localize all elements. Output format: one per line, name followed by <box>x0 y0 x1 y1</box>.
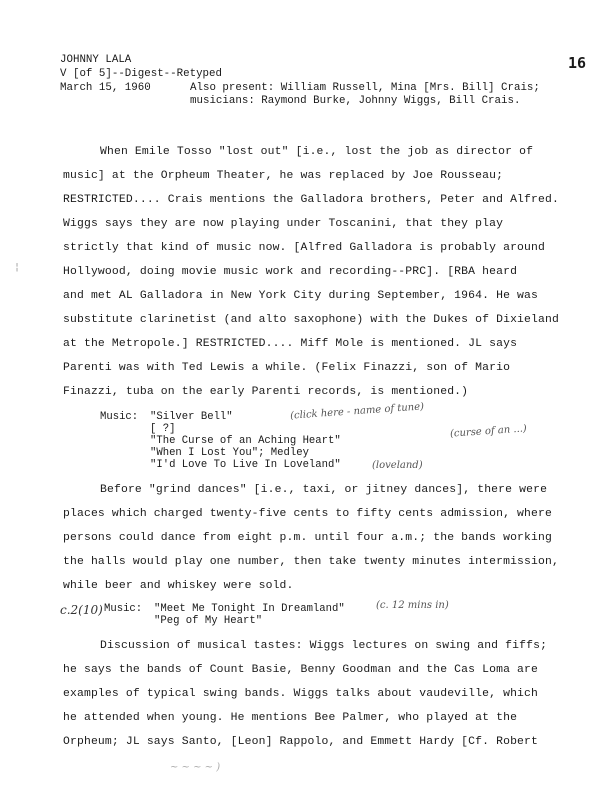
para3-line: Discussion of musical tastes: Wiggs lectures on swing and fiffs; <box>100 640 548 652</box>
para1-line: Hollywood, doing movie music work and recording--PRC]. [RBA heard <box>63 266 518 278</box>
para1-line: music] at the Orpheum Theater, he was replaced by Joe Rousseau; <box>63 170 504 182</box>
music-item: "The Curse of an Aching Heart" <box>150 435 341 447</box>
music-label: Music: <box>100 411 139 423</box>
para3-line: examples of typical swing bands. Wiggs talks about vaudeville, which <box>63 688 539 700</box>
music-item: "When I Lost You"; Medley <box>150 447 309 459</box>
handwritten-note: (click here - name of tune) <box>289 401 425 422</box>
music-item: "Peg of My Heart" <box>154 615 263 627</box>
para2-line: places which charged twenty-five cents to fifty cents admission, where <box>63 508 552 520</box>
page-number: 16 <box>568 54 587 72</box>
faint-footer-scribble: ~ ~ ~ ~ ) <box>170 762 221 773</box>
para1-line: at the Metropole.] RESTRICTED.... Miff Mole is mentioned. JL says <box>63 338 518 350</box>
para1-line: and met AL Galladora in New York City during September, 1964. He was <box>63 290 539 302</box>
music-item: "Meet Me Tonight In Dreamland" <box>154 603 345 615</box>
para1-line: substitute clarinetist (and alto saxophone) with the Dukes of Dixieland <box>63 314 559 326</box>
handwritten-note: (loveland) <box>372 460 423 471</box>
para3-line: he attended when young. He mentions Bee Palmer, who played at the <box>63 712 518 724</box>
handwritten-note: (curse of an ...) <box>449 423 528 440</box>
para3-line: Orpheum; JL says Santo, [Leon] Rappolo, and Emmett Hardy [Cf. Robert <box>63 736 539 748</box>
header-date: March 15, 1960 <box>60 82 151 94</box>
para1-line: RESTRICTED.... Crais mentions the Galladora brothers, Peter and Alfred. <box>63 194 559 206</box>
para2-line: while beer and whiskey were sold. <box>63 580 294 592</box>
margin-time-note: c.2(10) <box>60 603 103 617</box>
header-present-1: Also present: William Russell, Mina [Mrs. Bill] Crais; <box>190 82 540 94</box>
music-item: [ ?] <box>150 423 176 435</box>
handwritten-note: (c. 12 mins in) <box>376 600 449 611</box>
header-section: V [of 5]--Digest--Retyped <box>60 68 222 80</box>
header-name: JOHNNY LALA <box>60 54 132 66</box>
header-present-2: musicians: Raymond Burke, Johnny Wiggs, Bill Crais. <box>190 95 521 107</box>
para1-line: strictly that kind of music now. [Alfred Galladora is probably around <box>63 242 545 254</box>
para2-line: Before "grind dances" [i.e., taxi, or jitney dances], there were <box>100 484 548 496</box>
para1-line: Parenti was with Ted Lewis a while. (Felix Finazzi, son of Mario <box>63 362 511 374</box>
para3-line: he says the bands of Count Basie, Benny Goodman and the Cas Loma are <box>63 664 539 676</box>
para1-line: When Emile Tosso "lost out" [i.e., lost the job as director of <box>100 146 534 158</box>
para2-line: persons could dance from eight p.m. until four a.m.; the bands working <box>63 532 552 544</box>
music-item: "Silver Bell" <box>150 411 233 423</box>
para1-line: Finazzi, tuba on the early Parenti records, is mentioned.) <box>63 386 469 398</box>
music-label: Music: <box>104 603 143 615</box>
music-item: "I'd Love To Live In Loveland" <box>150 459 341 471</box>
para1-line: Wiggs says they are now playing under Toscanini, that they play <box>63 218 504 230</box>
margin-tick-mark: ¦ <box>14 262 21 273</box>
para2-line: the halls would play one number, then take twenty minutes intermission, <box>63 556 559 568</box>
